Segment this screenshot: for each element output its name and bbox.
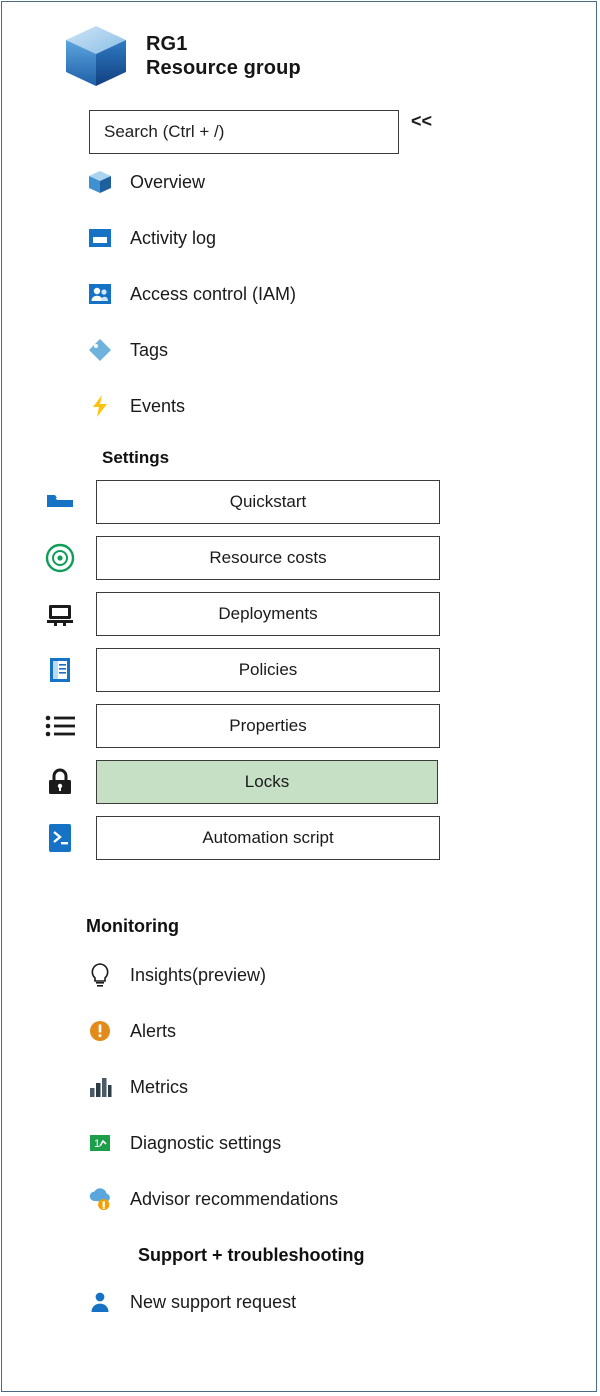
sidebar-item-overview[interactable] — [2, 154, 596, 210]
sidebar-item-label: Diagnostic settings — [130, 1132, 282, 1153]
settings-row-automation-script — [2, 810, 596, 866]
deployments-icon — [42, 597, 78, 631]
lock-icon — [42, 765, 78, 799]
header-text — [146, 32, 301, 81]
svg-text:1: 1 — [94, 1138, 101, 1150]
locks-button[interactable]: Locks — [96, 760, 438, 804]
sidebar-item-label: Advisor recommendations — [130, 1188, 339, 1209]
sidebar-item-label: Insights(preview) — [130, 964, 267, 985]
activity-log-icon — [86, 224, 114, 252]
sidebar-item-advisor-recommendations[interactable] — [2, 1171, 596, 1227]
resource-group-blade — [1, 1, 597, 1392]
deployments-button[interactable]: Deployments — [96, 592, 440, 636]
policies-button[interactable]: Policies — [96, 648, 440, 692]
automation-script-icon — [42, 821, 78, 855]
sidebar-item-label: New support request — [130, 1291, 297, 1312]
support-person-icon — [86, 1288, 114, 1316]
search-row — [89, 110, 596, 154]
settings-row-policies — [2, 642, 596, 698]
sidebar-item-alerts[interactable] — [2, 1003, 596, 1059]
settings-row-deployments — [2, 586, 596, 642]
page-title: RG1 — [146, 32, 188, 55]
sidebar-item-insights[interactable] — [2, 947, 596, 1003]
automation-script-button[interactable]: Automation script — [96, 816, 440, 860]
sidebar-item-label: Access control (IAM) — [130, 283, 297, 304]
settings-row-properties — [2, 698, 596, 754]
collapse-menu-button[interactable]: << — [411, 111, 433, 131]
sidebar-item-tags[interactable] — [2, 322, 596, 378]
settings-row-locks — [2, 754, 596, 810]
resource-group-cube-icon — [60, 20, 132, 92]
sidebar-item-label: Metrics — [130, 1076, 188, 1097]
advisor-icon — [86, 1185, 114, 1213]
properties-icon — [42, 709, 78, 743]
sidebar-item-label: Alerts — [130, 1020, 177, 1041]
sidebar-item-new-support-request[interactable] — [2, 1274, 596, 1330]
settings-row-resource-costs — [2, 530, 596, 586]
insights-icon — [86, 961, 114, 989]
metrics-icon — [86, 1073, 114, 1101]
tag-icon — [86, 336, 114, 364]
page-subtitle: Resource group — [146, 57, 301, 79]
sidebar-item-diagnostic-settings[interactable] — [2, 1115, 596, 1171]
sidebar-item-label: Overview — [130, 171, 206, 192]
resource-costs-icon — [42, 541, 78, 575]
sidebar-item-activity-log[interactable] — [2, 210, 596, 266]
settings-heading: Settings — [102, 448, 170, 467]
access-control-icon — [86, 280, 114, 308]
settings-row-quickstart — [2, 474, 596, 530]
sidebar-item-access-control[interactable] — [2, 266, 596, 322]
quickstart-icon — [42, 485, 78, 519]
quickstart-button[interactable]: Quickstart — [96, 480, 440, 524]
diagnostic-settings-icon — [86, 1129, 114, 1157]
sidebar-item-label: Activity log — [130, 227, 217, 248]
search-input[interactable]: Search (Ctrl + /) — [89, 110, 399, 154]
monitoring-heading: Monitoring — [86, 916, 179, 936]
policies-icon — [42, 653, 78, 687]
resource-costs-button[interactable]: Resource costs — [96, 536, 440, 580]
sidebar-item-events[interactable] — [2, 378, 596, 434]
cube-icon — [86, 168, 114, 196]
blade-header — [2, 2, 596, 92]
properties-button[interactable]: Properties — [96, 704, 440, 748]
sidebar-item-label: Tags — [130, 339, 169, 360]
sidebar-item-label: Events — [130, 395, 186, 416]
sidebar-item-metrics[interactable] — [2, 1059, 596, 1115]
alert-icon — [86, 1017, 114, 1045]
lightning-bolt-icon — [86, 392, 114, 420]
support-heading: Support + troubleshooting — [138, 1245, 365, 1265]
